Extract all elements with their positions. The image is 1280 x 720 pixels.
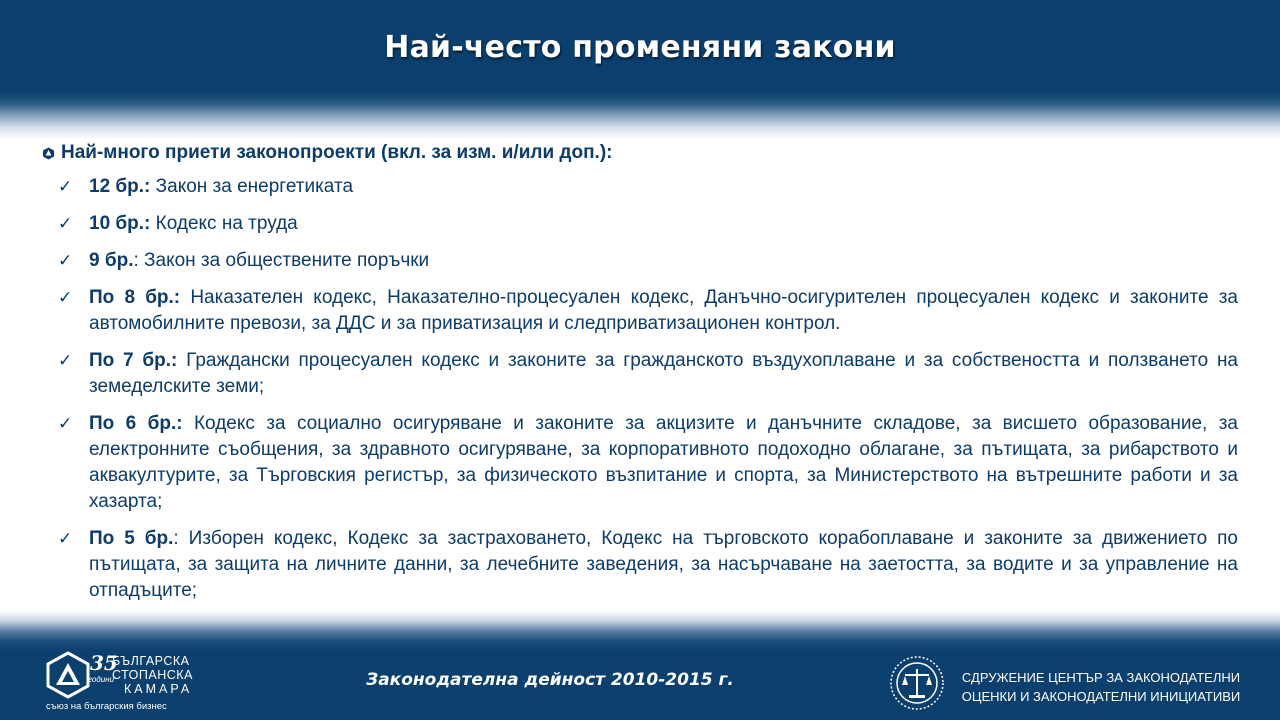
ceo-seal-icon (889, 655, 945, 711)
item-text: Кодекс за социално осигуряване и законите за акцизите и данъчните складове, за висшето образование, за електронните съобщения, за здравното осигуряване, за корпоративното подоходно облагане, за пътищата, за рибарството и аквакултурите, за Търговския регистър, за физическото възпитание и спорта, за Министерството на вътрешните работи и за хазарта; (89, 413, 1238, 512)
check-icon: ✓ (58, 414, 73, 433)
bsk-line-3: КАМАРА (124, 682, 193, 696)
lead-bullet-line (42, 142, 1238, 164)
bsk-line-2: СТОПАНСКА (112, 668, 193, 682)
list-item (42, 174, 1238, 200)
item-count: 9 бр. (89, 250, 134, 271)
bsk-anniversary-number: 35 (90, 651, 118, 675)
list-item (42, 411, 1238, 515)
check-icon: ✓ (58, 177, 73, 196)
item-count: По 7 бр.: (89, 350, 178, 371)
list-item (42, 348, 1238, 400)
shield-bullet-icon (42, 147, 55, 160)
check-icon: ✓ (58, 214, 73, 233)
lead-text: Най-много приети законопроекти (вкл. за изм. и/или доп.): (61, 142, 613, 163)
slide-title: Най-често променяни закони (384, 30, 896, 65)
list-item (42, 211, 1238, 237)
ceo-logo-text (951, 668, 1251, 706)
list-item (42, 285, 1238, 337)
check-icon: ✓ (58, 529, 73, 548)
bsk-anniversary-years: години (88, 675, 115, 684)
ceo-line-1: СДРУЖЕНИЕ ЦЕНТЪР ЗА ЗАКОНОДАТЕЛНИ (961, 670, 1241, 685)
item-text: Граждански процесуален кодекс и законите за гражданското въздухоплаване и за собствеността и ползването на земеделските земи; (89, 350, 1239, 397)
item-count: По 6 бр.: (89, 413, 183, 434)
bsk-tagline: съюз на българския бизнес (46, 701, 167, 712)
item-count: 12 бр.: (89, 176, 151, 197)
item-text: : Изборен кодекс, Кодекс за застраховането, Кодекс на търговското корабоплаване и законите за движението по пътищата, за защита на личните данни, за лечебните заведения, за насърчаване на заетостта, за водите и за управление на отпадъците; (89, 528, 1238, 601)
item-text: Наказателен кодекс, Наказателно-процесуален кодекс, Данъчно-осигурителен процесуален кодекс и законите за автомобилните превози, за ДДС и за приватизация и следприватизационен контрол. (89, 287, 1238, 334)
item-text: : Закон за обществените поръчки (133, 250, 430, 271)
slide-content (42, 142, 1238, 615)
check-icon: ✓ (58, 351, 73, 370)
item-text: Закон за енергетиката (150, 176, 354, 197)
item-text: Кодекс на труда (150, 213, 298, 234)
item-count: По 8 бр.: (89, 287, 181, 308)
ceo-line-2: ОЦЕНКИ И ЗАКОНОДАТЕЛНИ ИНИЦИАТИВИ (961, 689, 1241, 704)
check-icon: ✓ (58, 251, 73, 270)
check-icon: ✓ (58, 288, 73, 307)
list-item (42, 526, 1238, 604)
list-item (42, 248, 1238, 274)
bsk-line-1: БЪЛГАРСКА (112, 654, 190, 668)
item-count: 10 бр.: (89, 213, 151, 234)
footer-caption: Законодателна дейност 2010-2015 г. (366, 670, 734, 690)
item-count: По 5 бр. (89, 528, 174, 549)
header-band (0, 0, 1280, 140)
